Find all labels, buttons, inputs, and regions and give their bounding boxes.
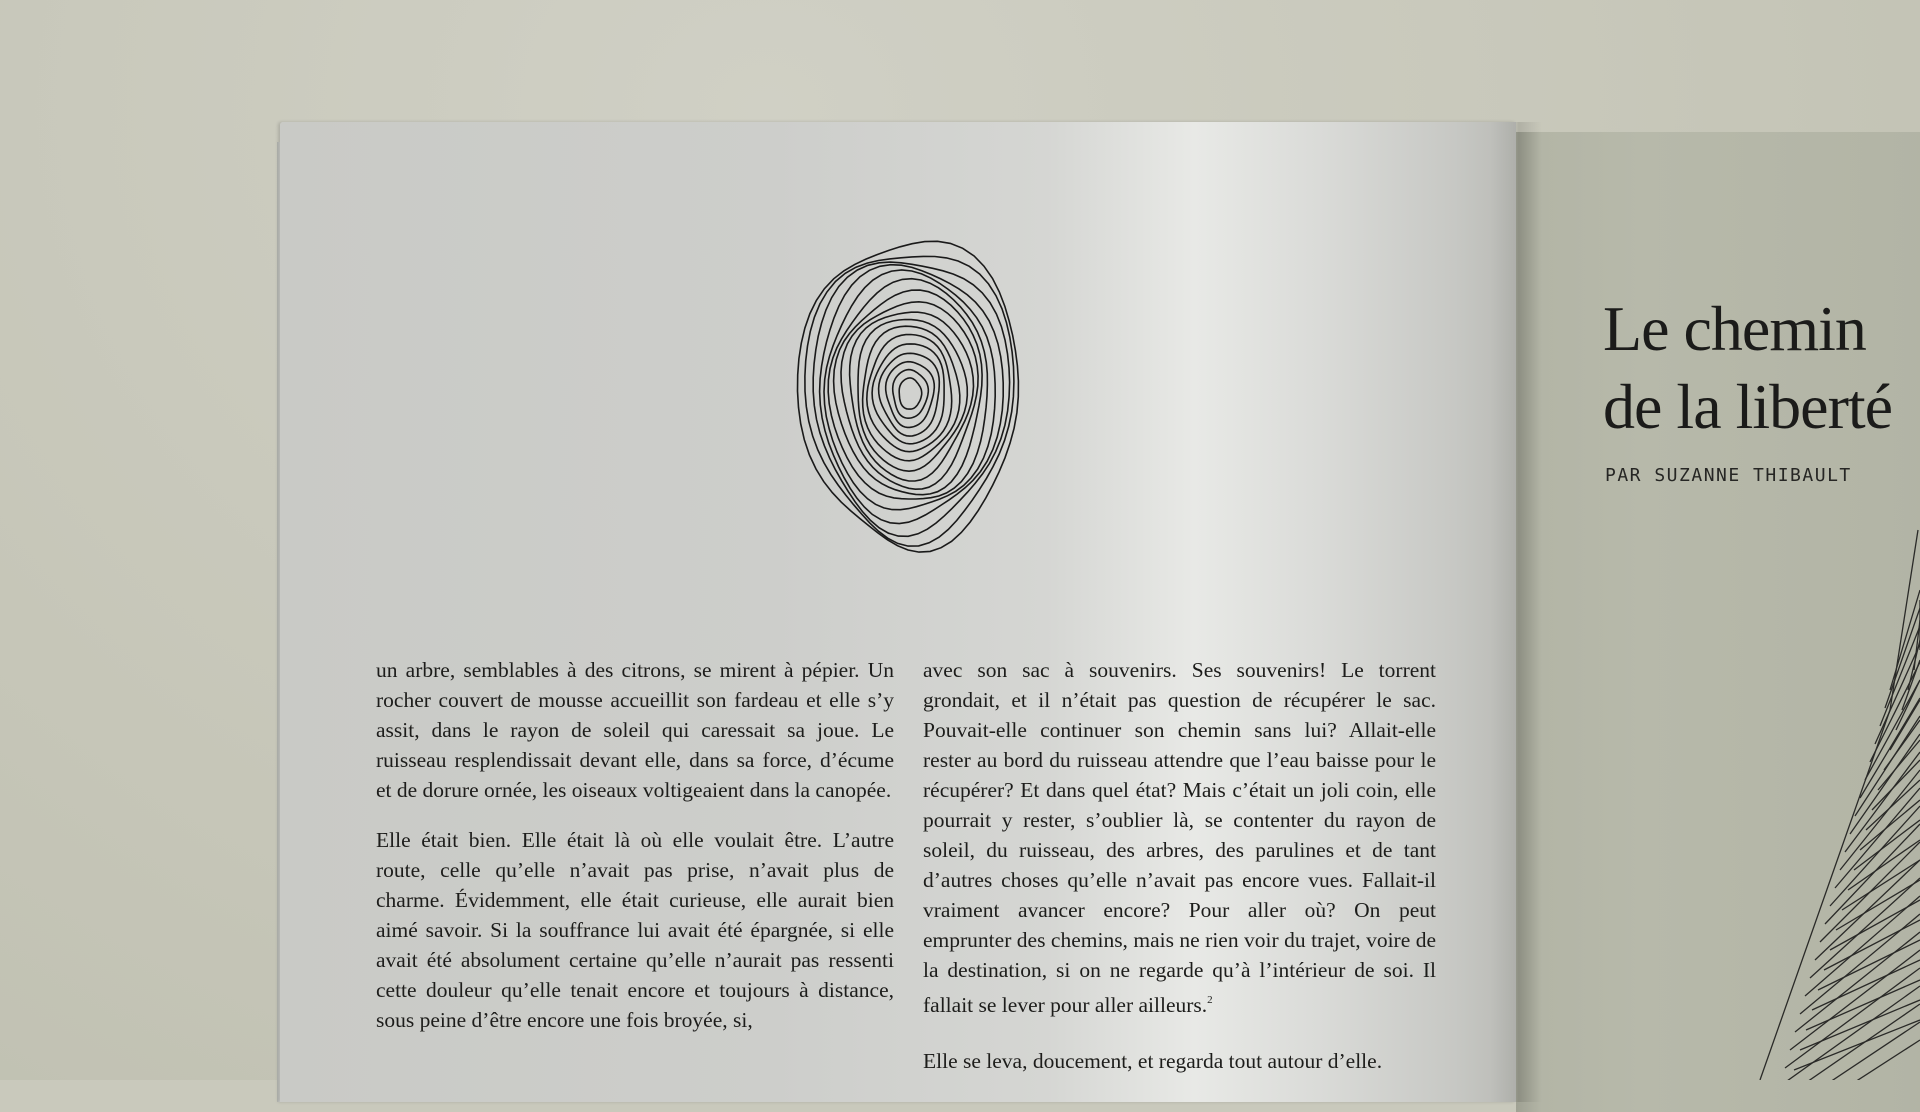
mesh-line — [1890, 590, 1920, 690]
fingerprint-ring — [863, 326, 960, 461]
mesh-line — [1780, 986, 1920, 1080]
fingerprint-ring — [820, 265, 1004, 524]
fingerprint-ring — [824, 270, 995, 510]
title-line: de la liberté — [1603, 371, 1893, 442]
fingerprint-ring — [879, 353, 940, 436]
mesh-line — [1760, 710, 1890, 1080]
paragraph — [923, 655, 1436, 1020]
fingerprint-ring — [899, 378, 922, 409]
paragraph: Elle était bien. Elle était là où elle voulait être. L’autre route, celle qu’elle n’avait pas prise, n’avait plus de charme. Évidemment, elle était curieuse, elle aurait bien aimé savoir. Si la souffrance lui avait été épargnée, si elle avait été absolument certaine qu’elle n’aurait pas ressenti cette douleur qu’elle tenait encore et toujours à distance, sous peine d’être encore une fois broyée, si, — [376, 828, 894, 1032]
mesh-line — [1885, 608, 1920, 708]
fingerprint-ring — [893, 370, 929, 419]
paragraph-text: avec son sac à souvenirs. Ses souvenirs! Le torrent grondait, et il n’était pas question de récupérer le sac. Pouvait-elle continuer son chemin sans lui? Allait-elle rester au bord du ruisseau attendre que l’eau baisse pour le récupérer? Et dans quel état? Mais c’était un joli coin, elle pourrait y rester, s’oublier là, se contenter du rayon de soleil, du ruisseau, des arbres, des parulines et de tant d’autres choses qu’elle n’avait pas encore vues. Fallait-il vraiment avancer encore? Pour aller où? On peut emprunter des chemins, mais ne rien voir du trajet, voire de la destination, si on ne regarde qu’à l’intérieur de soi. Il fallait se lever pour aller ailleurs. — [923, 658, 1436, 1017]
article-title — [1603, 290, 1920, 446]
footnote-mark: 2 — [1207, 994, 1213, 1006]
fingerprint-ring — [828, 279, 987, 499]
author-byline: PAR SUZANNE THIBAULT — [1605, 465, 1852, 486]
article-column-left — [376, 655, 894, 1055]
fingerprint-illustration — [780, 222, 1040, 562]
article-column-right — [923, 655, 1436, 1102]
title-line: Le chemin — [1603, 293, 1866, 364]
wire-mesh-illustration — [1740, 510, 1920, 1080]
mesh-line — [1860, 698, 1920, 798]
paragraph: un arbre, semblables à des citrons, se mirent à pépier. Un rocher couvert de mousse accueillit son fardeau et elle s’y assit, dans le rayon de soleil qui caressait sa joue. Le ruisseau resplendissait devant elle, dans sa force, d’écume et de dorure ornée, les oiseaux voltigeaient dans la canopée. — [376, 658, 894, 802]
paragraph: Elle se leva, doucement, et regarda tout autour d’elle. — [923, 1049, 1383, 1073]
